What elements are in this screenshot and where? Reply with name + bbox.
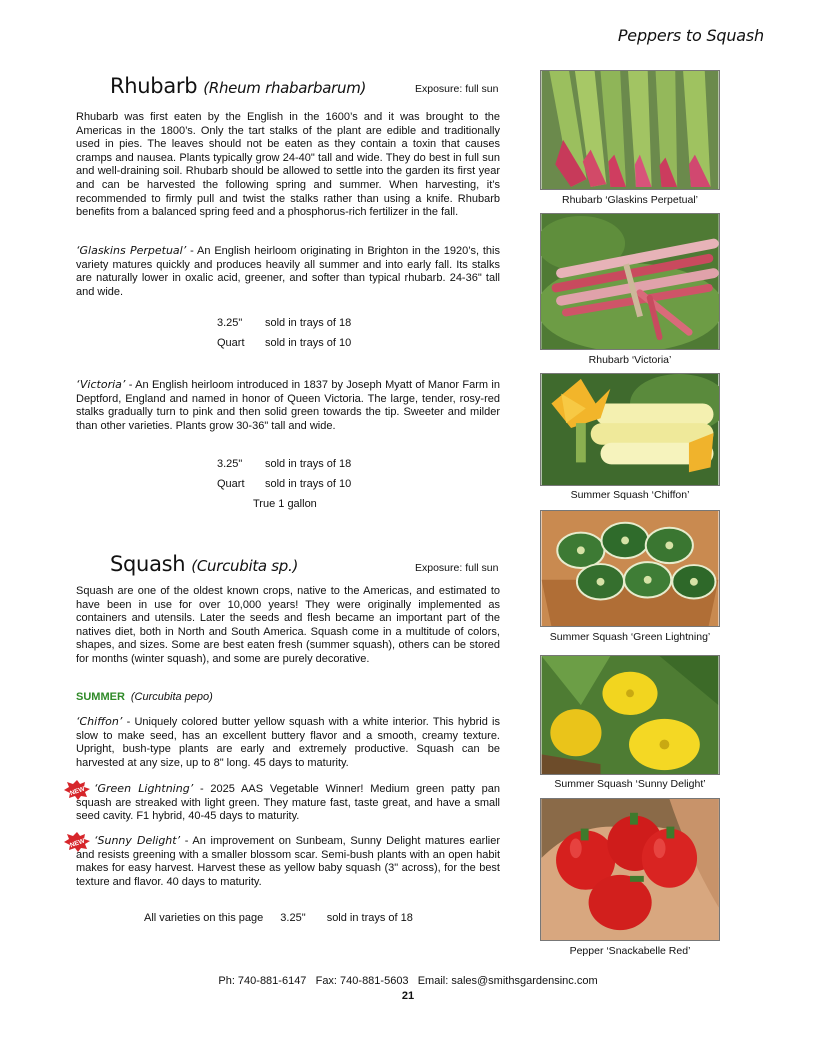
photo-squash-chiffon (540, 373, 720, 486)
rhubarb-description: Rhubarb was first eaten by the English in the 1600’s and it was brought to the Americas in the 1800’s. Only the tart stalks of the plant are edible and traditionally used in pies. The leaves should not be eaten as they contain a toxin that causes cramps and nausea. Plants typically grow 24-40" tall and wide. They do best in full sun and well-draining soil. Rhubarb should be allowed to settle into the garden its first year and can be harvested the following spring and summer. When harvesting, it’s recommended to firmly pull and twist the stalks rather than using a knife. Rhubarb benefits from a balanced spring feed and a phosphorus-rich fertilizer in the fall. (76, 111, 500, 219)
victoria-sizes (217, 454, 351, 514)
variety-description: - An English heirloom introduced in 1837 by Joseph Myatt of Manor Farm in Deptford, England and named in honor of Queen Victoria. The large, tender, rosy-red stalks gradually turn to pink and then solid green towards the tip. Sweeter and milder than other varieties. Plants grow 30-36" tall and wide. (76, 379, 500, 432)
new-badge-text: NEW (69, 837, 86, 850)
variety-name: ‘Glaskins Perpetual’ (76, 244, 187, 257)
variety-description: - An improvement on Sunbeam, Sunny Delight matures earlier and resists greening with a smaller blossom scar. Semi-bush plants with an open habit makes for easy harvest. Harvest these as yellow baby squash (3" across), for the best texture and flavor. 40 days to maturity. (76, 835, 500, 888)
glaskins-sizes (217, 313, 351, 353)
summer-latin: (Curcubita pepo) (130, 691, 213, 703)
all-varieties-label: All varieties on this page (144, 912, 264, 924)
size-extra: True 1 gallon (253, 498, 317, 510)
all-varieties-size: 3.25" (280, 912, 306, 924)
variety-green-lightning (76, 782, 500, 824)
variety-chiffon (76, 715, 500, 770)
photo-pepper-snackabelle (540, 798, 720, 941)
caption-squash-sunny-delight: Summer Squash ‘Sunny Delight’ (554, 778, 706, 790)
variety-name: ‘Victoria’ (76, 378, 126, 391)
variety-description: - 2025 AAS Vegetable Winner! Medium green patty pan squash are streaked with light green. They mature fast, taste great, and have a small seed cavity. F1 hybrid, 40-45 days to maturity. (76, 783, 500, 823)
variety-sunny-delight (76, 834, 500, 889)
rhubarb-title: Rhubarb (110, 74, 198, 98)
squash-description: Squash are one of the oldest known crops, native to the Americas, and estimated to have been in use for over 10,000 years! They were originally implemented as containers and utensils. Later the seeds and flesh became an important part of the natives diet, both in North and South America. Squash come in a multitude of colors, shapes, and sizes. Some are best eaten fresh (summer squash), others can be stored for months (winter squash), and some are purely decorative. (76, 585, 500, 665)
size-value: Quart (217, 337, 245, 349)
variety-victoria (76, 378, 500, 433)
size-row (217, 494, 351, 514)
size-value: 3.25" (217, 458, 243, 470)
size-row (217, 313, 351, 333)
size-row (217, 333, 351, 353)
size-note: sold in trays of 10 (265, 337, 352, 349)
caption-pepper-snackabelle: Pepper ‘Snackabelle Red’ (569, 945, 691, 957)
variety-name: ‘Sunny Delight’ (94, 834, 181, 847)
squash-heading (110, 552, 298, 576)
size-value: 3.25" (217, 317, 243, 329)
squash-title: Squash (110, 552, 186, 576)
photo-rhubarb-victoria (540, 213, 720, 350)
rhubarb-latin: (Rheum rhabarbarum) (203, 79, 367, 97)
size-row (217, 474, 351, 494)
all-varieties-tray: sold in trays of 18 (326, 912, 413, 924)
caption-squash-chiffon: Summer Squash ‘Chiffon’ (570, 489, 690, 501)
caption-rhubarb-victoria: Rhubarb ‘Victoria’ (588, 354, 672, 366)
variety-name: ‘Green Lightning’ (94, 782, 194, 795)
size-note: sold in trays of 18 (265, 317, 352, 329)
summer-subheading (76, 691, 213, 703)
rhubarb-heading (110, 74, 366, 98)
variety-glaskins (76, 244, 500, 299)
variety-name: ‘Chiffon’ (76, 715, 123, 728)
new-badge-text: NEW (69, 785, 86, 798)
squash-exposure: Exposure: full sun (415, 562, 499, 574)
page-number: 21 (401, 990, 415, 1002)
footer-contact: Ph: 740-881-6147 Fax: 740-881-5603 Email: sales@smithsgardensinc.com (218, 975, 598, 987)
caption-rhubarb-glaskins: Rhubarb ‘Glaskins Perpetual’ (562, 194, 698, 206)
variety-description: - Uniquely colored butter yellow squash with a white interior. This hybrid is slow to make seed, has an excellent buttery flavor and a smooth, creamy texture. Upright, bush-type plants are early and extremely productive. Squash can be harvested at any size, up to 8" long. 45 days to maturity. (76, 716, 500, 769)
photo-rhubarb-glaskins (540, 70, 720, 190)
photo-squash-green-lightning (540, 510, 720, 627)
squash-latin: (Curcubita sp.) (191, 557, 299, 575)
size-note: sold in trays of 18 (265, 458, 352, 470)
size-row (217, 454, 351, 474)
running-header: Peppers to Squash (617, 26, 764, 45)
all-varieties-note (144, 908, 413, 928)
variety-description: - An English heirloom originating in Brighton in the 1920’s, this variety matures quickly and produces heavily all summer and into early fall. Its stalks are naturally lower in oxalic acid, greener, and softer than typical rhubarb. 24-36" tall and wide. (76, 245, 500, 298)
size-note: sold in trays of 10 (265, 478, 352, 490)
size-value: Quart (217, 478, 245, 490)
rhubarb-exposure: Exposure: full sun (415, 83, 499, 95)
summer-label: SUMMER (76, 691, 125, 703)
photo-squash-sunny-delight (540, 655, 720, 775)
caption-squash-green-lightning: Summer Squash ‘Green Lightning’ (549, 631, 711, 643)
